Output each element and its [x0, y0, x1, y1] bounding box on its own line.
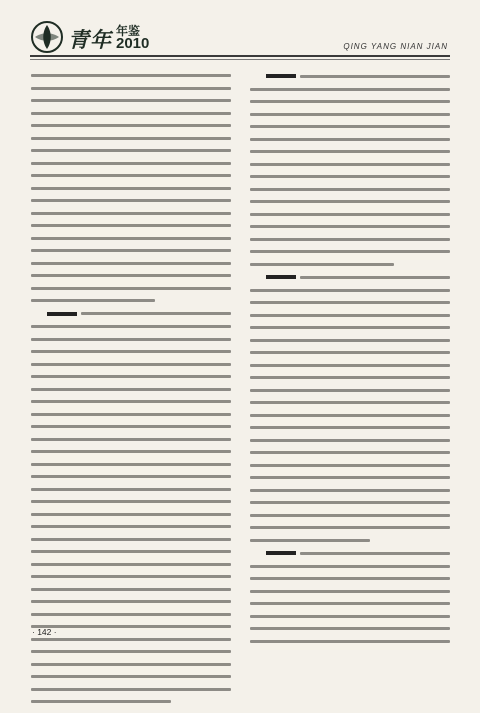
page-header	[0, 0, 480, 66]
paragraph-supervision	[31, 312, 231, 704]
running-title: QING YANG NIAN JIAN	[343, 42, 448, 51]
section-heading-consultation	[266, 74, 296, 78]
page-number: · 142 ·	[32, 627, 57, 637]
section-heading-supervision	[47, 312, 77, 316]
flower-emblem-icon	[30, 20, 64, 54]
header-rule-thin	[30, 59, 450, 60]
paragraph-continued	[31, 74, 231, 302]
paragraph-proposals	[250, 551, 450, 643]
brand-script: 青年	[68, 27, 112, 52]
paragraph-consultation	[250, 74, 450, 266]
header-rule	[30, 55, 450, 57]
yearbook-logo	[30, 18, 160, 58]
paragraph-research	[250, 275, 450, 542]
right-column	[250, 74, 450, 652]
left-column	[31, 74, 231, 713]
section-heading-proposals	[266, 551, 296, 555]
brand-year: 2010	[116, 35, 150, 52]
section-heading-research	[266, 275, 296, 279]
brand-word: 年鉴	[116, 24, 141, 38]
